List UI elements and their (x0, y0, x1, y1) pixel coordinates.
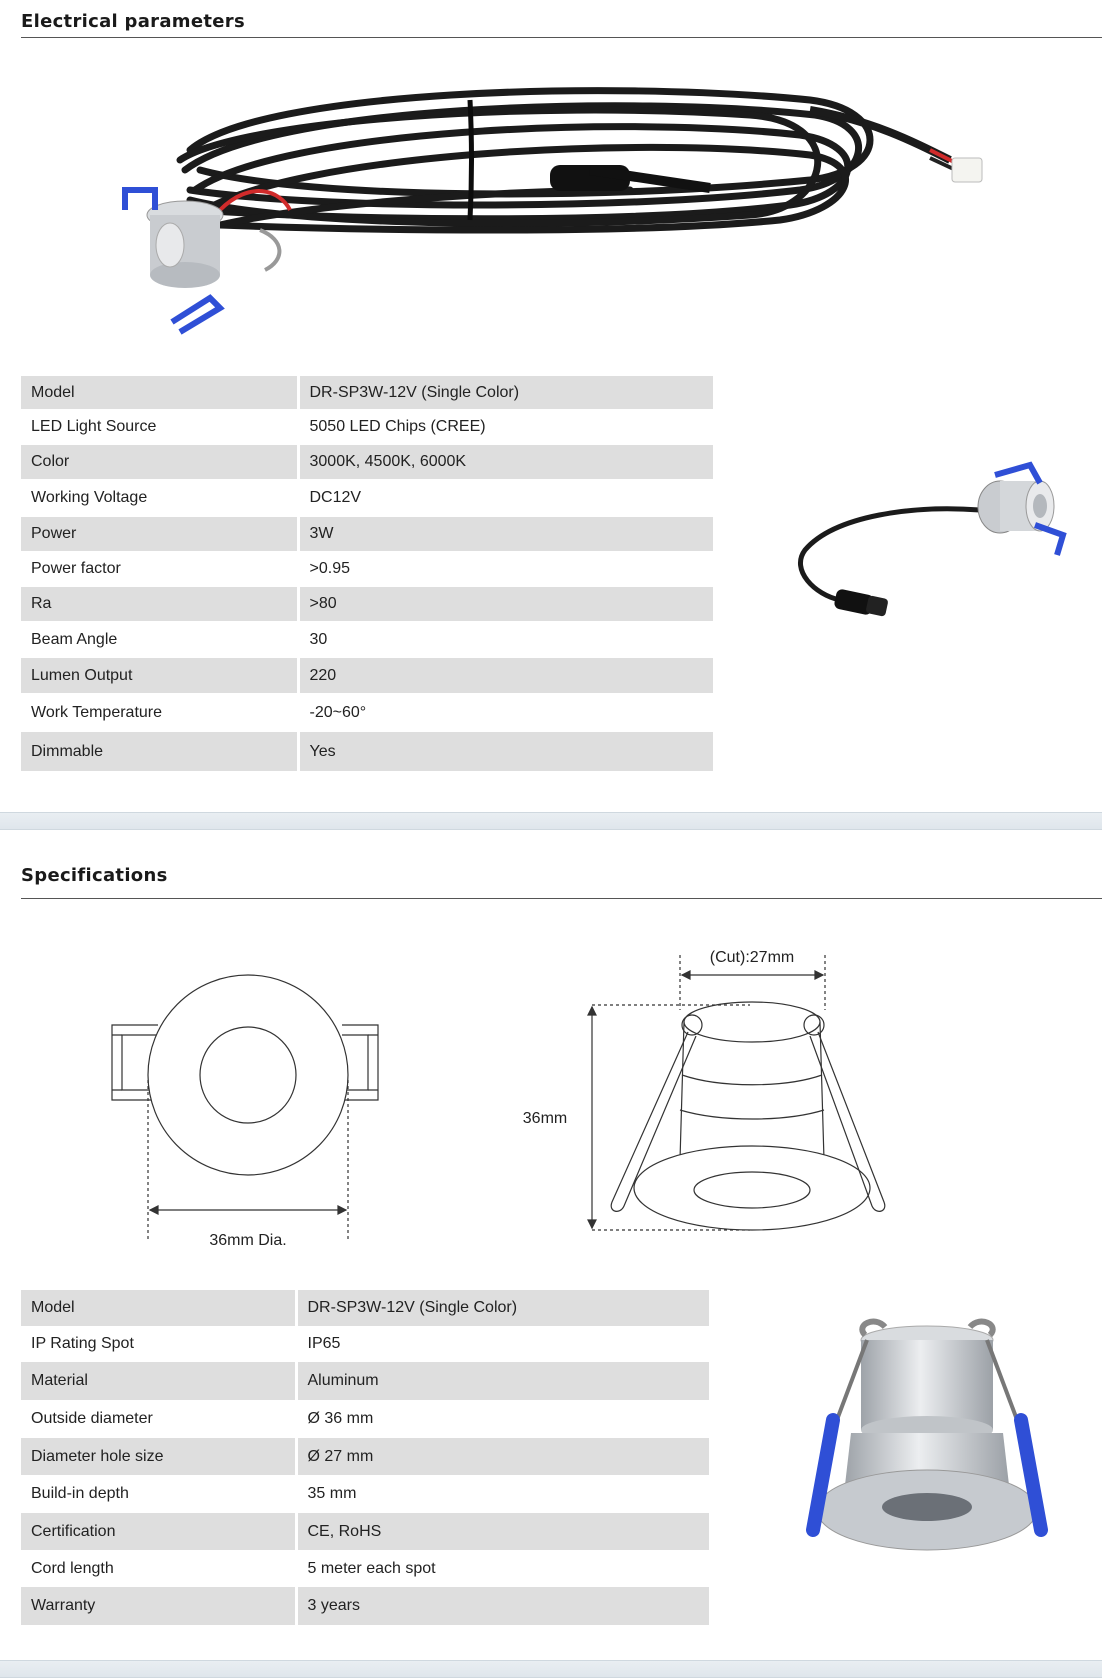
row-key: Material (21, 1362, 296, 1400)
table-row (21, 732, 713, 771)
row-key: Outside diameter (21, 1400, 296, 1438)
row-value: IP65 (307, 1335, 341, 1352)
row-value: Yes (298, 732, 713, 771)
row-key: Model (21, 376, 298, 409)
row-value: Ø 36 mm (307, 1410, 374, 1427)
section-divider-band (0, 812, 1102, 830)
table-row (21, 1513, 709, 1550)
row-key: IP Rating Spot (21, 1326, 296, 1362)
row-key: Power factor (21, 551, 298, 587)
row-value: CE, RoHS (296, 1513, 709, 1550)
table-row (21, 658, 713, 693)
row-key: Certification (21, 1513, 296, 1550)
row-key: Build-in depth (21, 1475, 296, 1513)
table-row (21, 1400, 709, 1438)
row-value: 3000K, 4500K, 6000K (298, 445, 713, 479)
row-value: -20~60° (309, 703, 367, 721)
table-row (21, 376, 713, 409)
front-view-drawing (100, 965, 400, 1250)
row-value: DR-SP3W-12V (Single Color) (298, 376, 713, 409)
electrical-title-rule (21, 37, 1102, 38)
table-row (21, 517, 713, 551)
cut-label: (Cut):27mm (709, 949, 795, 966)
specifications-section-title: Specifications (21, 865, 168, 886)
row-key: Ra (21, 587, 298, 621)
row-key: Dimmable (21, 732, 298, 771)
row-value: 3 years (296, 1587, 709, 1625)
row-key: Model (21, 1290, 296, 1326)
table-row (21, 1362, 709, 1400)
row-key: Lumen Output (21, 658, 298, 693)
row-key: Work Temperature (21, 693, 298, 732)
table-row (21, 1587, 709, 1625)
row-value: >80 (298, 587, 713, 621)
table-row (21, 693, 713, 732)
row-value: >0.95 (309, 560, 350, 577)
specifications-title-rule (21, 898, 1102, 899)
row-value: Aluminum (296, 1362, 709, 1400)
table-row (21, 1326, 709, 1362)
row-value: 30 (309, 630, 328, 648)
row-key: Diameter hole size (21, 1438, 296, 1475)
row-key: Color (21, 445, 298, 479)
product-photo-coiled-cable (110, 60, 1070, 360)
height-label: 36mm (522, 1110, 568, 1127)
table-row (21, 1290, 709, 1326)
diameter-label: 36mm Dia. (209, 1232, 287, 1249)
row-value: 220 (298, 658, 713, 693)
row-key: LED Light Source (21, 409, 298, 445)
table-row (21, 479, 713, 517)
product-photo-spotlight-short-cord (795, 455, 1075, 635)
row-value: 3W (298, 517, 713, 551)
row-value: 5050 LED Chips (CREE) (309, 418, 486, 435)
bottom-divider-band (0, 1660, 1102, 1678)
row-key: Working Voltage (21, 479, 298, 517)
table-row (21, 1438, 709, 1475)
table-row (21, 587, 713, 621)
row-value: DR-SP3W-12V (Single Color) (296, 1290, 709, 1326)
table-row (21, 1475, 709, 1513)
row-key: Power (21, 517, 298, 551)
side-view-drawing (510, 940, 900, 1240)
table-row (21, 551, 713, 587)
electrical-section-title: Electrical parameters (21, 11, 245, 32)
electrical-parameters-table (21, 376, 713, 771)
table-row (21, 445, 713, 479)
table-row (21, 409, 713, 445)
row-value: 35 mm (307, 1485, 357, 1502)
row-value: 5 meter each spot (307, 1559, 436, 1577)
row-key: Cord length (21, 1550, 296, 1587)
product-photo-spotlight-closeup (795, 1315, 1060, 1570)
specifications-table (21, 1290, 709, 1625)
row-value: Ø 27 mm (296, 1438, 709, 1475)
row-value: DC12V (309, 489, 362, 506)
table-row (21, 1550, 709, 1587)
table-row (21, 621, 713, 658)
row-key: Beam Angle (21, 621, 298, 658)
row-key: Warranty (21, 1587, 296, 1625)
